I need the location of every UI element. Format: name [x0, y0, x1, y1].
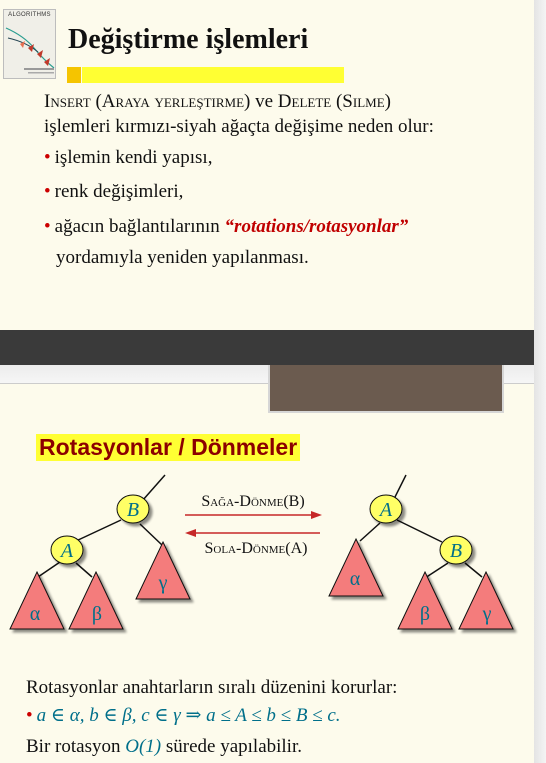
complexity-prefix: Bir rotasyon [26, 736, 121, 757]
bullet-mark: • [44, 181, 51, 202]
intro-line-2: işlemleri kırmızı-siyah ağaçta değişime neden olur: [44, 116, 434, 137]
book-cover-logo [3, 9, 56, 79]
bullet-item [44, 147, 212, 169]
right-arrow-head [311, 511, 322, 519]
left-rotate-label: Sola-Dönme(A) [204, 540, 308, 557]
complexity-suffix: sürede yapılabilir. [165, 736, 302, 757]
bullet-mark: • [26, 705, 33, 726]
alpha-label: α [29, 603, 41, 625]
order-preserve-text: Rotasyonlar anahtarların sıralı düzenini korurlar: [26, 677, 398, 698]
slide-header-box [268, 365, 504, 413]
insert-translation: (Araya yerleştirme) [95, 91, 251, 112]
complexity-line [26, 736, 302, 758]
bullet-item [44, 216, 408, 238]
title-underline-bar [82, 67, 344, 83]
book-cover-art [4, 18, 56, 78]
bullet-mark: • [44, 216, 51, 237]
left-arrow-head [185, 529, 196, 537]
delete-keyword: Delete [277, 91, 332, 112]
bullet-text: renk değişimleri, [54, 181, 184, 202]
bullet-mark: • [44, 147, 51, 168]
node-a-label: A [60, 540, 74, 562]
rotations-title: Rotasyonlar / Dönmeler [36, 434, 300, 461]
title-accent-block [67, 67, 81, 83]
node-a-label: A [379, 499, 393, 521]
beta-label: β [419, 603, 431, 625]
right-scroll-shade [534, 0, 546, 763]
order-formula-line [26, 704, 341, 727]
bullet-text: işlemin kendi yapısı, [54, 147, 213, 168]
and-word: ve [255, 91, 274, 112]
bullet-item [44, 181, 183, 203]
node-b-label: B [449, 540, 463, 562]
node-b-label: B [126, 499, 140, 521]
gamma-label: γ [158, 572, 168, 594]
delete-translation: (Silme) [335, 91, 391, 112]
intro-line-1 [44, 91, 391, 113]
insert-keyword: Insert [44, 91, 91, 112]
slide-title: Değiştirme işlemleri [68, 24, 309, 55]
bullet-text: ağacın bağlantılarının [54, 216, 220, 237]
bullet-continuation: yordamıyla yeniden yapılanması. [56, 247, 309, 268]
book-title: ALGORITHMS [8, 12, 51, 18]
rotation-diagram [0, 465, 534, 645]
slide-1 [0, 0, 535, 330]
right-tree [329, 475, 513, 629]
gamma-label: γ [482, 603, 492, 625]
beta-label: β [91, 603, 103, 625]
right-rotate-label: Sağa-Dönme(B) [201, 493, 305, 510]
slide-gap [0, 330, 534, 365]
order-formula: a ∈ α, b ∈ β, c ∈ γ ⇒ a ≤ A ≤ b ≤ B ≤ c. [36, 705, 341, 726]
rotation-arrows [185, 493, 322, 557]
complexity-math: O(1) [125, 736, 162, 757]
left-tree [10, 475, 190, 629]
alpha-label: α [349, 568, 361, 590]
rotations-highlight: “rotations/rotasyonlar” [224, 216, 409, 237]
